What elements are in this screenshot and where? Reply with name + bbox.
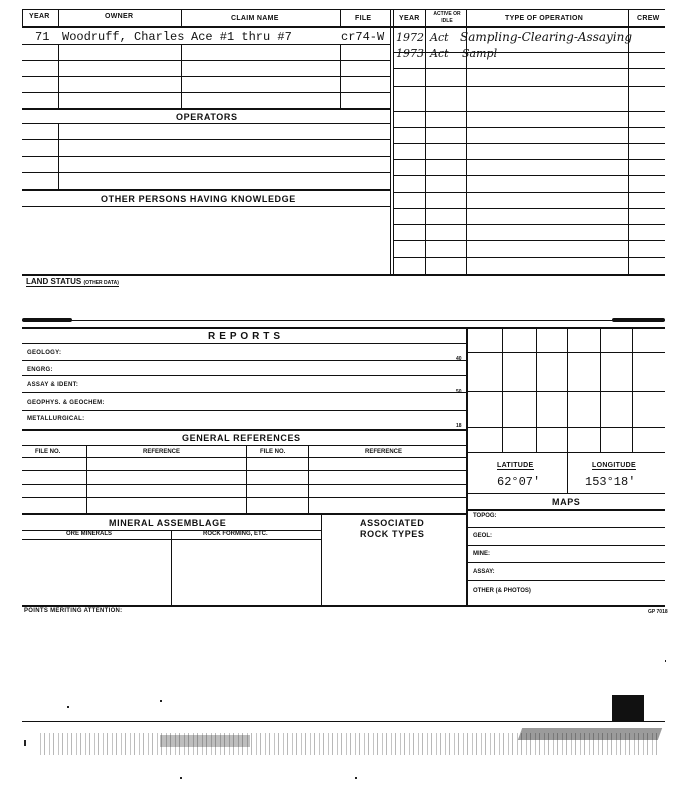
other-persons-label: OTHER PERSONS HAVING KNOWLEDGE <box>101 194 296 204</box>
report-num-50: 50 <box>456 389 462 395</box>
longitude-value: 153°18' <box>585 475 636 489</box>
mineral-title: MINERAL ASSEMBLAGE <box>109 518 227 528</box>
gr-col-reference: REFERENCE <box>143 449 181 455</box>
row1-file: cr74-W <box>341 30 385 44</box>
points-meriting-label: POINTS MERITING ATTENTION: <box>24 608 123 614</box>
header-active-or-idle: ACTIVE OR IDLE <box>433 11 461 24</box>
report-assay: ASSAY & IDENT: <box>27 382 79 388</box>
maps-geol: GEOL: <box>473 533 492 539</box>
header-file: FILE <box>355 15 372 22</box>
latitude-label: LATITUDE <box>497 462 534 469</box>
land-status: LAND STATUS (OTHER DATA) <box>26 277 119 286</box>
row1-owner: Woodruff, Charles <box>62 30 185 44</box>
rock-types-label: ROCK TYPES <box>360 529 425 539</box>
op1-year: 1972 <box>396 31 424 44</box>
header-year-2: YEAR <box>399 15 420 22</box>
row1-claim-name: Ace #1 thru #7 <box>191 30 292 44</box>
op2-year: 1973 <box>396 47 424 60</box>
associated-label: ASSOCIATED <box>360 518 425 528</box>
reports-title: R E P O R T S <box>208 331 281 342</box>
maps-title: MAPS <box>552 497 581 507</box>
header-year: YEAR <box>29 13 50 20</box>
gr-col-reference-2: REFERENCE <box>365 449 403 455</box>
header-claim-name: CLAIM NAME <box>231 15 279 22</box>
gr-col-file-no-2: FILE NO. <box>260 449 286 455</box>
maps-mine: MINE: <box>473 551 490 557</box>
op1-type: Sampling-Clearing-Assaying <box>460 30 633 44</box>
op1-status: Act <box>430 31 449 44</box>
op2-type: Sampl <box>462 47 498 60</box>
report-num-40: 40 <box>456 356 462 362</box>
maps-other: OTHER (& PHOTOS) <box>473 588 531 594</box>
gr-col-file-no: FILE NO. <box>35 449 61 455</box>
rock-forming-label: ROCK FORMING, ETC. <box>203 531 268 537</box>
maps-topog: TOPOG: <box>473 513 497 519</box>
report-metallurgical: METALLURGICAL: <box>27 416 85 422</box>
operators-label: OPERATORS <box>176 112 238 122</box>
ore-minerals-label: ORE MINERALS <box>66 531 113 537</box>
latitude-value: 62°07' <box>497 475 541 489</box>
report-engrg: ENGRG: <box>27 367 53 373</box>
header-type-of-operation: TYPE OF OPERATION <box>505 15 584 22</box>
header-owner: OWNER <box>105 13 134 20</box>
general-references-title: GENERAL REFERENCES <box>182 433 301 443</box>
op2-status: Act <box>430 47 449 60</box>
row1-year: 71 <box>35 30 50 44</box>
header-crew: CREW <box>637 15 660 22</box>
report-geophys: GEOPHYS. & GEOCHEM: <box>27 400 105 406</box>
longitude-label: LONGITUDE <box>592 462 636 469</box>
maps-assay: ASSAY: <box>473 569 495 575</box>
report-num-18: 18 <box>456 423 462 429</box>
report-geology: GEOLOGY: <box>27 350 62 356</box>
form-number: GP 7018 <box>648 609 668 615</box>
